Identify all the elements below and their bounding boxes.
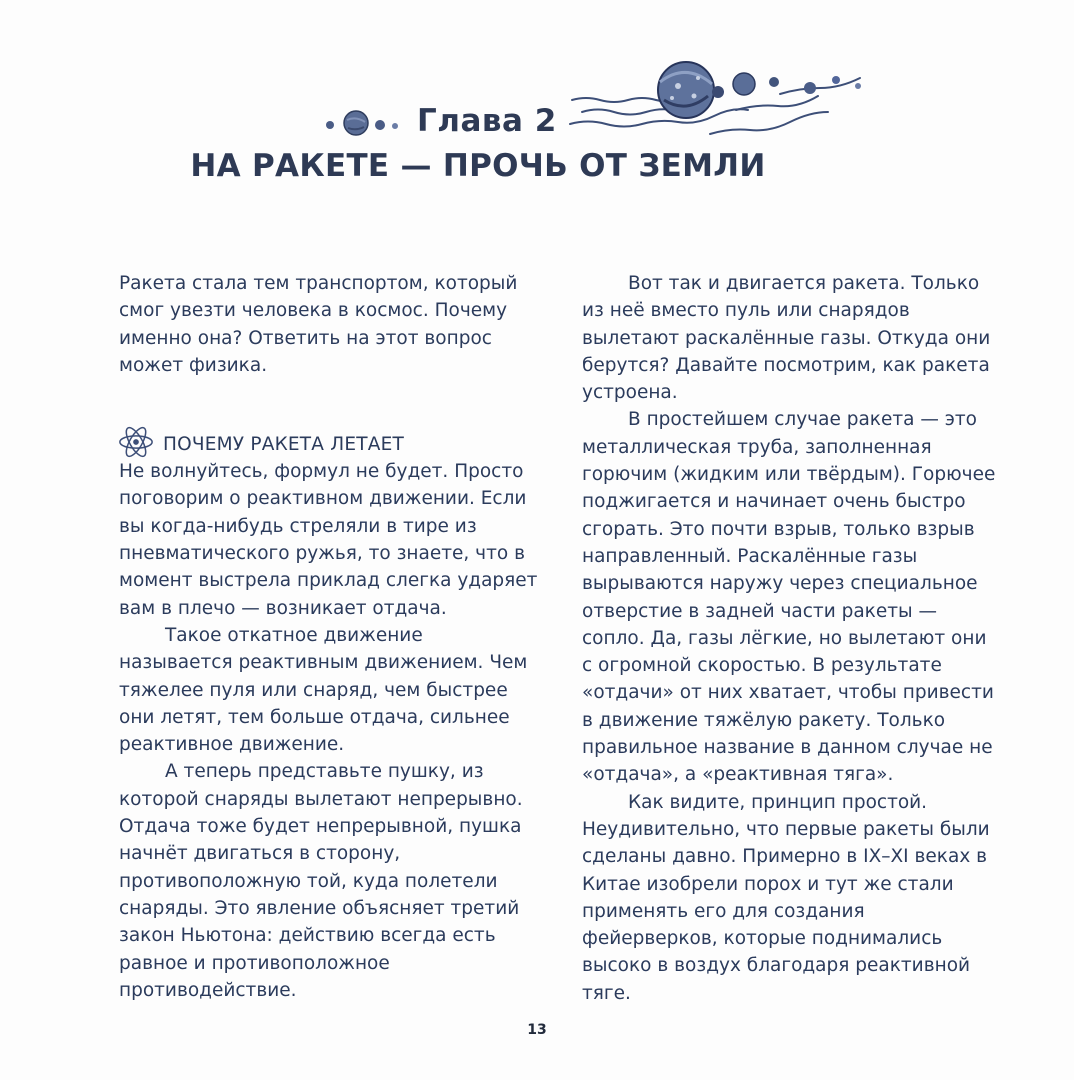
section-heading-text: ПОЧЕМУ РАКЕТА ЛЕТАЕТ	[163, 434, 404, 456]
right-column	[582, 270, 1002, 1007]
paragraph: Как видите, принцип простой. Неудивительно, что первые ракеты были сделаны давно. Примерно в IX–XI веках в Китае изобрели порох и тут же стали применять его для создания фейерверков, которые поднимались высоко в воздух благодаря реактивной тяге.	[582, 791, 990, 1004]
atom-icon	[117, 423, 155, 461]
chapter-title-text: НА РАКЕТЕ — ПРОЧЬ ОТ ЗЕМЛИ	[190, 148, 766, 184]
page-number: 13	[527, 1022, 547, 1038]
paragraph: А теперь представьте пушку, из которой снаряды вылетают непрерывно. Отдача тоже будет непрерывной, пушка начнёт двигаться в сторону, противоположную той, куда полетели снаряды. Это явление объясняет третий закон Ньютона: действию всегда есть равное и противоположное противодействие.	[119, 761, 523, 1001]
paragraph: В простейшем случае ракета — это металлическая труба, заполненная горючим (жидким или твёрдым). Горючее поджигается и начинает очень быстро сгорать. Это почти взрыв, только взрыв направленный. Раскалённые газы вырываются наружу через специальное отверстие в задней части ракеты — сопло. Да, газы лёгкие, но вылетают они с огромной скоростью. В результате «отдачи» от них хватает, чтобы привести в движение тяжёлую ракету. Только правильное название в данном случае не «отдача», а «реактивная тяга».	[582, 409, 996, 786]
left-column	[119, 270, 539, 1004]
chapter-label: Глава 2	[417, 103, 557, 139]
comet-illustration	[560, 38, 870, 138]
chapter-title	[0, 148, 956, 184]
paragraph: Не волнуйтесь, формул не будет. Просто поговорим о реактивном движении. Если вы когда-нибудь стреляли в тире из пневматического ружья, то знаете, что в момент выстрела приклад слегка ударяет вам в плечо — возникает отдача.	[119, 461, 538, 619]
paragraph: Вот так и двигается ракета. Только из неё вместо пуль или снарядов вылетают раскалённые газы. Откуда они берутся? Давайте посмотрим, как ракета устроена.	[582, 273, 991, 404]
planets-illustration	[322, 108, 408, 140]
section-heading	[119, 431, 539, 458]
intro-paragraph: Ракета стала тем транспортом, который смог увезти человека в космос. Почему именно она? Ответить на этот вопрос может физика.	[119, 273, 518, 376]
paragraph: Такое откатное движение называется реактивным движением. Чем тяжелее пуля или снаряд, чем быстрее они летят, тем больше отдача, сильнее реактивное движение.	[119, 624, 528, 756]
